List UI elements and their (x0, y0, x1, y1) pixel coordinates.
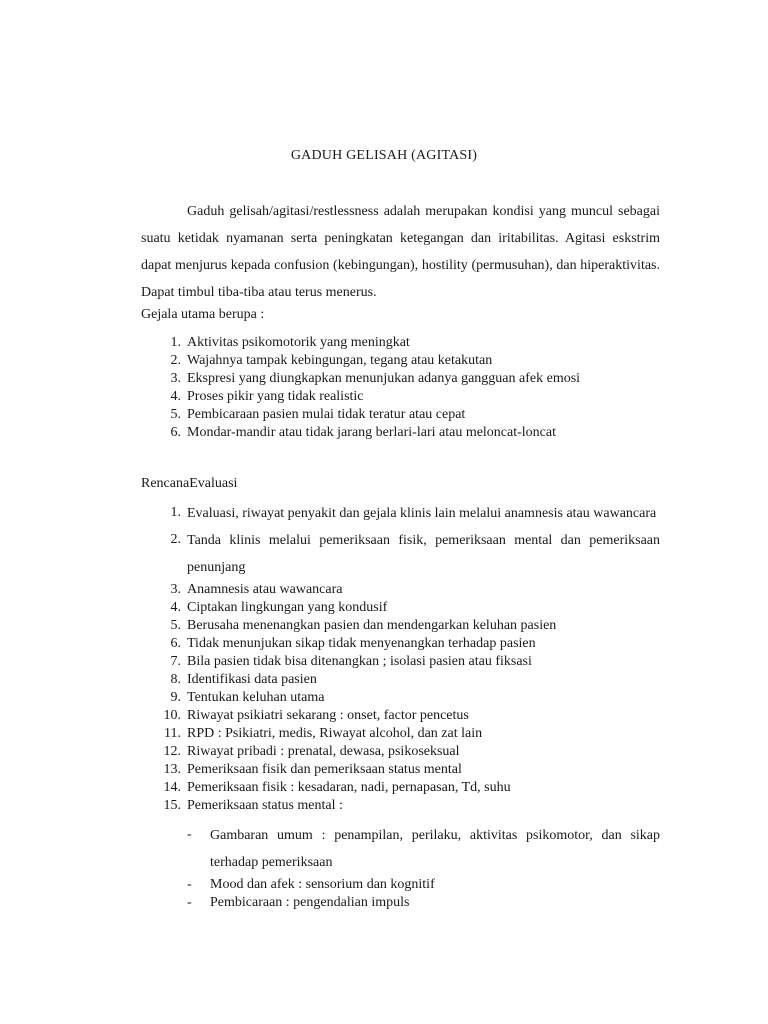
list-item (141, 779, 660, 797)
list-item (141, 689, 660, 707)
list-text: Pemeriksaan status mental : (187, 798, 343, 813)
list-item (141, 527, 660, 581)
symptoms-list (141, 334, 660, 442)
list-item (141, 334, 660, 352)
mental-status-sublist (187, 822, 660, 912)
list-item (141, 388, 660, 406)
list-text: Berusaha menenangkan pasien dan mendengarkan keluhan pasien (187, 618, 557, 633)
list-text: Evaluasi, riwayat penyakit dan gejala klinis lain melalui anamnesis atau wawancara (187, 506, 657, 521)
list-text: Pemeriksaan fisik : kesadaran, nadi, pernapasan, Td, suhu (187, 780, 511, 795)
list-number: 2. (170, 532, 181, 547)
list-number: 3. (170, 371, 181, 386)
list-text: Wajahnya tampak kebingungan, tegang atau ketakutan (187, 353, 493, 368)
list-number: 4. (170, 600, 181, 615)
list-text: Aktivitas psikomotorik yang meningkat (187, 335, 410, 350)
list-item (141, 671, 660, 689)
sublist-item (187, 894, 660, 912)
list-number: 4. (170, 389, 181, 404)
list-text: Tentukan keluhan utama (187, 690, 325, 705)
list-text: Anamnesis atau wawancara (187, 582, 343, 597)
list-item (141, 635, 660, 653)
list-number: 5. (170, 618, 181, 633)
list-item (141, 797, 660, 815)
list-item (141, 406, 660, 424)
list-item (141, 500, 660, 527)
symptoms-heading: Gejala utama berupa : (141, 307, 265, 322)
list-text: Bila pasien tidak bisa ditenangkan ; isolasi pasien atau fiksasi (187, 654, 532, 669)
list-text: Proses pikir yang tidak realistic (187, 389, 364, 404)
dash-bullet: - (187, 827, 192, 842)
dash-bullet: - (187, 895, 192, 910)
list-text: Tanda klinis melalui pemeriksaan fisik, pemeriksaan mental dan pemeriksaan penunjang (187, 533, 660, 575)
list-number: 6. (170, 636, 181, 651)
list-item (141, 424, 660, 442)
list-text: Riwayat pribadi : prenatal, dewasa, psikoseksual (187, 744, 460, 759)
list-number: 1. (170, 505, 181, 520)
intro-text: Gaduh gelisah/agitasi/restlessness adalah merupakan kondisi yang muncul sebagai suatu ketidak nyamanan serta peningkatan ketegangan dan iritabilitas. Agitasi eskstrim dapat menjurus kepada confusion (kebingungan), hostility (permusuhan), dan hiperaktivitas. Dapat timbul tiba-tiba atau terus menerus. (141, 204, 660, 300)
plan-list (141, 500, 660, 815)
list-number: 5. (170, 407, 181, 422)
plan-heading: RencanaEvaluasi (141, 476, 238, 491)
sublist-item (187, 822, 660, 876)
list-text: RPD : Psikiatri, medis, Riwayat alcohol, dan zat lain (187, 726, 483, 741)
list-number: 14. (163, 780, 181, 795)
list-item (141, 707, 660, 725)
list-text: Riwayat psikiatri sekarang : onset, factor pencetus (187, 708, 469, 723)
sublist-text: Mood dan afek : sensorium dan kognitif (210, 877, 435, 892)
dash-bullet: - (187, 877, 192, 892)
list-item (141, 370, 660, 388)
intro-paragraph (141, 198, 660, 306)
list-item (141, 352, 660, 370)
list-number: 7. (170, 654, 181, 669)
list-number: 12. (163, 744, 181, 759)
list-text: Ciptakan lingkungan yang kondusif (187, 600, 388, 615)
sublist-item (187, 876, 660, 894)
list-number: 1. (170, 335, 181, 350)
list-number: 9. (170, 690, 181, 705)
list-item (141, 581, 660, 599)
list-item (141, 743, 660, 761)
list-item (141, 761, 660, 779)
list-item (141, 599, 660, 617)
list-number: 6. (170, 425, 181, 440)
list-item (141, 725, 660, 743)
list-text: Pembicaraan pasien mulai tidak teratur atau cepat (187, 407, 466, 422)
list-number: 8. (170, 672, 181, 687)
list-number: 3. (170, 582, 181, 597)
sublist-text: Gambaran umum : penampilan, perilaku, aktivitas psikomotor, dan sikap terhadap pemeriksaan (210, 828, 660, 870)
sublist-text: Pembicaraan : pengendalian impuls (210, 895, 410, 910)
list-text: Mondar-mandir atau tidak jarang berlari-lari atau meloncat-loncat (187, 425, 556, 440)
list-text: Pemeriksaan fisik dan pemeriksaan status mental (187, 762, 462, 777)
list-text: Identifikasi data pasien (187, 672, 317, 687)
list-number: 2. (170, 353, 181, 368)
list-number: 10. (163, 708, 181, 723)
list-number: 15. (163, 798, 181, 813)
list-number: 13. (163, 762, 181, 777)
list-text: Ekspresi yang diungkapkan menunjukan adanya gangguan afek emosi (187, 371, 581, 386)
list-text: Tidak menunjukan sikap tidak menyenangkan terhadap pasien (187, 636, 536, 651)
list-number: 11. (164, 726, 181, 741)
list-item (141, 617, 660, 635)
list-item (141, 653, 660, 671)
page-title: GADUH GELISAH (AGITASI) (290, 148, 478, 163)
